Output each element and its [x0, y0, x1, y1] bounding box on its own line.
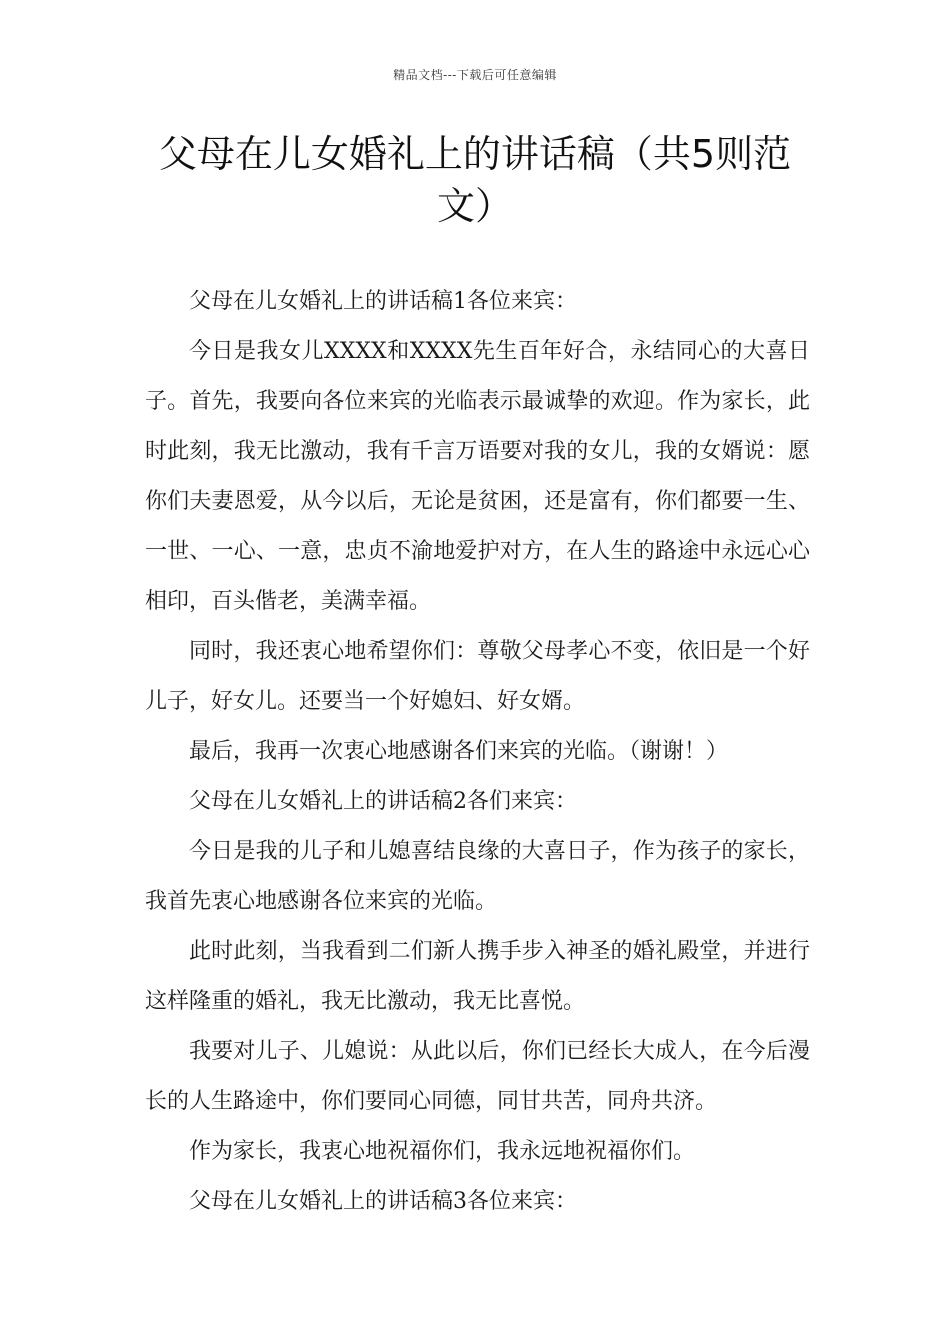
- paragraph-speech-3-heading: 父母在儿女婚礼上的讲话稿3各位来宾：: [189, 1189, 577, 1214]
- document-title: 父母在儿女婚礼上的讲话稿（共5则范文）: [158, 132, 792, 228]
- paragraph-speech-2-heading: 父母在儿女婚礼上的讲话稿2各们来宾：: [189, 789, 577, 814]
- paragraph: 作为家长，我衷心地祝福你们，我永远地祝福你们。: [189, 1139, 696, 1164]
- paragraph: 我要对儿子、儿媳说：从此以后，你们已经长大成人，在今后漫长的人生路途中，你们要同心同德，同甘共苦，同舟共济。: [145, 1039, 810, 1114]
- header-note: 精品文档---下载后可任意编辑: [393, 68, 557, 82]
- paragraph: 最后，我再一次衷心地感谢各们来宾的光临。（谢谢！）: [189, 739, 729, 764]
- paragraph: 同时，我还衷心地希望你们：尊敬父母孝心不变，依旧是一个好儿子，好女儿。还要当一个好媳妇、好女婿。: [145, 639, 810, 714]
- paragraph-speech-1-heading: 父母在儿女婚礼上的讲话稿1各位来宾：: [189, 289, 577, 314]
- paragraph: 今日是我女儿XXXX和XXXX先生百年好合，永结同心的大喜日子。首先，我要向各位来宾的光临表示最诚挚的欢迎。作为家长，此时此刻，我无比激动，我有千言万语要对我的女儿，我的女婿说：愿你们夫妻恩爱，从今以后，无论是贫困，还是富有，你们都要一生、一世、一心、一意，忠贞不渝地爱护对方，在人生的路途中永远心心相印，百头偕老，美满幸福。: [145, 339, 810, 614]
- document-body: [145, 277, 810, 1227]
- paragraph: 此时此刻，当我看到二们新人携手步入神圣的婚礼殿堂，并进行这样隆重的婚礼，我无比激动，我无比喜悦。: [145, 939, 810, 1014]
- paragraph: 今日是我的儿子和儿媳喜结良缘的大喜日子，作为孩子的家长，我首先衷心地感谢各位来宾的光临。: [145, 839, 810, 914]
